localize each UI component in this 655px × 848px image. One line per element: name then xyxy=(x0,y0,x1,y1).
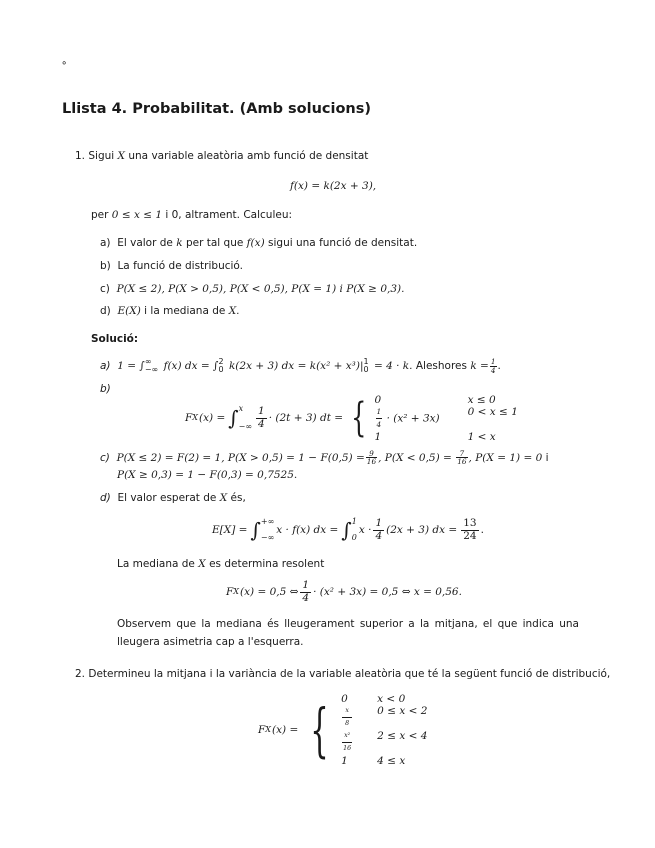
math-x: X. xyxy=(228,305,240,317)
denominator: 16 xyxy=(366,457,377,467)
limit-upper: +∞ xyxy=(260,517,275,526)
fraction-result xyxy=(461,518,478,542)
median-observation: Observem que la mediana és lleugerament superior a la mitjana, el que indica una lleugera asimetria cap a l'esquerra. xyxy=(117,618,579,648)
solution-c-line2: P(X ≥ 0,3) = 1 − F(0,3) = 0,7525. xyxy=(117,469,298,481)
ev-expr: x · f(x) dx = xyxy=(276,524,339,536)
sol-c-text: i xyxy=(545,451,549,464)
limit-upper: 1 xyxy=(363,357,369,366)
limit-lower: −∞ xyxy=(260,533,275,542)
fraction xyxy=(300,580,311,604)
fraction xyxy=(490,358,497,374)
problem-1-intro xyxy=(75,149,368,163)
limit-upper: 1 xyxy=(351,517,357,526)
median-expr: · (x² + 3x) = 0,5 ⇔ x = 0,56. xyxy=(313,586,462,598)
fraction xyxy=(342,730,352,755)
problem-number: 1. xyxy=(75,150,86,162)
solution-c-line1 xyxy=(100,450,549,466)
question-text: per tal que xyxy=(185,237,244,249)
limit-lower: 0 xyxy=(218,365,224,374)
piecewise-cases xyxy=(375,394,518,443)
case-condition: x ≤ 0 xyxy=(467,393,496,406)
case-condition: 0 ≤ x < 2 xyxy=(377,705,428,717)
range-line xyxy=(91,208,292,222)
limit-upper: ∞ xyxy=(144,357,152,366)
denominator: 16 xyxy=(343,745,352,752)
piecewise-cases xyxy=(341,693,427,767)
cdf-sub: X xyxy=(192,413,198,422)
question-b xyxy=(100,259,243,273)
page-title: Llista 4. Probabilitat. (Amb solucions) xyxy=(62,101,371,117)
solution-a: a) 1 = ∫ ∞ −∞ f(x) dx = ∫ 2 0 k(2x + 3) dx = k(x² + x³)| 1 0 = 4 · k. Aleshores k = $\frac{1}{4}$ . xyxy=(100,357,501,375)
case-value xyxy=(375,406,440,431)
sol-a-math: f(x) dx = ∫ xyxy=(163,360,219,372)
case-value: 1 xyxy=(374,430,382,443)
math-k: k xyxy=(176,237,183,249)
fraction xyxy=(342,705,352,730)
solution-label: d) xyxy=(100,492,111,504)
sol-d-text: és, xyxy=(230,492,246,504)
numerator: x² xyxy=(342,730,352,743)
sol-a-math: = 4 · k. xyxy=(373,360,413,372)
range-math: 0 ≤ x ≤ 1 xyxy=(111,209,163,221)
fraction xyxy=(256,406,267,430)
question-label: a) xyxy=(100,237,111,249)
sol-a-math: 1 = ∫ xyxy=(117,360,145,372)
fraction xyxy=(373,518,384,542)
case-value: 0 xyxy=(374,393,382,406)
numerator: 1 xyxy=(258,404,265,417)
case-expr: · (x² + 3x) xyxy=(386,412,440,424)
case-value: 1 xyxy=(341,755,348,767)
eval-limits xyxy=(364,358,369,374)
question-math: P(X ≤ 2), P(X > 0,5), P(X < 0,5), P(X = 1) i P(X ≥ 0,3). xyxy=(116,283,405,295)
integral-limits xyxy=(145,358,158,374)
median-text: es determina resolent xyxy=(209,558,325,570)
denominator: 4 xyxy=(375,529,383,542)
case-condition: 1 < x xyxy=(467,430,496,443)
cdf-lhs2: (x) = xyxy=(272,724,299,736)
left-brace: { xyxy=(310,696,329,764)
sol-d-text: El valor esperat de xyxy=(117,492,217,504)
integral-sign: ∫ xyxy=(250,518,261,542)
denominator: 24 xyxy=(463,529,477,542)
problem-2-cdf xyxy=(258,693,428,767)
math-fx: f(x) xyxy=(246,237,265,249)
density-formula: f(x) = k(2x + 3), xyxy=(290,180,377,192)
median-formula xyxy=(226,578,462,606)
sol-c-math: , P(X < 0,5) = xyxy=(378,451,452,464)
fraction xyxy=(366,450,377,466)
question-label: d) xyxy=(100,305,111,317)
limit-upper: x xyxy=(238,404,244,413)
solution-label: a) xyxy=(100,360,111,372)
integral-limits xyxy=(219,358,224,374)
problem-number: 2. xyxy=(75,668,86,680)
median-sub: X xyxy=(233,587,239,596)
range-text-per: per xyxy=(91,209,109,221)
ev-expr: (2x + 3) dx = xyxy=(386,524,458,536)
case-value: 0 xyxy=(341,693,348,705)
question-text: La funció de distribució. xyxy=(117,260,243,272)
decorative-bullet: ∘ xyxy=(61,58,68,69)
question-label: c) xyxy=(100,283,110,295)
integral-limits xyxy=(261,514,274,546)
limit-lower: 0 xyxy=(351,533,357,542)
case-condition: x < 0 xyxy=(377,693,406,705)
median-expr: (x) = 0,5 ⇔ xyxy=(240,586,299,598)
sol-c-math: P(X ≤ 2) = F(2) = 1, P(X > 0,5) = 1 − F(0,5) = xyxy=(116,451,365,464)
fraction xyxy=(456,450,467,466)
integral-limits xyxy=(352,514,357,546)
denominator: 4 xyxy=(258,417,265,430)
numerator: 1 xyxy=(490,357,496,367)
denominator: 8 xyxy=(345,720,350,727)
cdf-lhs: F xyxy=(185,412,193,424)
math-ex: E(X) xyxy=(117,305,141,317)
denominator: 16 xyxy=(457,457,467,467)
problem-2-intro xyxy=(75,667,610,681)
question-label: b) xyxy=(100,260,111,272)
denominator: 4 xyxy=(302,591,310,604)
solution-b-formula xyxy=(185,393,518,443)
sol-c-math: , P(X = 1) = 0 xyxy=(468,451,543,464)
question-d xyxy=(100,304,240,318)
limit-lower: −∞ xyxy=(238,422,253,431)
numerator: 1 xyxy=(375,516,383,529)
median-intro xyxy=(117,557,324,571)
numerator: 7 xyxy=(456,450,467,458)
case-condition: 0 < x ≤ 1 xyxy=(467,405,518,418)
numerator: 9 xyxy=(366,450,377,458)
limit-lower: 0 xyxy=(363,365,369,374)
ev-expr: x · xyxy=(358,524,372,536)
denominator: 4 xyxy=(490,365,496,375)
math-x: X xyxy=(198,558,206,570)
numerator: 1 xyxy=(376,406,383,419)
solution-b-label: b) xyxy=(100,383,111,395)
median-lhs: F xyxy=(226,586,234,598)
limit-upper: 2 xyxy=(218,357,224,366)
question-text: El valor de xyxy=(117,237,173,249)
math-x: X xyxy=(219,492,228,504)
integral-limits xyxy=(239,400,252,436)
expected-value-formula xyxy=(212,512,484,548)
sol-a-k: k = xyxy=(470,360,489,372)
numerator: x xyxy=(342,705,352,718)
question-a xyxy=(100,236,417,250)
integral-sign: ∫ xyxy=(341,518,352,542)
median-text: La mediana de xyxy=(117,558,195,570)
case-condition: 4 ≤ x xyxy=(377,755,406,767)
ev-lhs: E[X] = xyxy=(212,524,248,536)
fraction xyxy=(376,406,383,431)
solution-heading: Solució: xyxy=(91,333,139,345)
sol-a-text: Aleshores xyxy=(415,360,467,372)
denominator: 4 xyxy=(376,419,382,429)
sol-a-math: k(2x + 3) dx = k(x² + x³)| xyxy=(228,360,364,372)
cdf-sub: X xyxy=(265,725,271,734)
numerator: 1 xyxy=(302,578,310,591)
question-text: i la mediana de xyxy=(144,305,226,317)
range-text-after: i 0, altrament. Calculeu: xyxy=(165,209,293,221)
intro-text-b: una variable aleatòria amb funció de densitat xyxy=(128,150,369,162)
problem-text: Determineu la mitjana i la variància de la variable aleatòria que té la següent funció de distribució, xyxy=(88,668,611,680)
cdf-lhs2: (x) = xyxy=(199,412,226,424)
integrand: · (2t + 3) dt = xyxy=(268,412,344,424)
cdf-lhs: F xyxy=(258,724,266,736)
question-c xyxy=(100,282,404,296)
solution-label: c) xyxy=(100,451,110,464)
intro-text-a: Sigui xyxy=(88,150,115,162)
question-text: sigui una funció de densitat. xyxy=(268,237,418,249)
limit-lower: −∞ xyxy=(144,365,159,374)
period: . xyxy=(480,524,484,536)
solution-d-intro xyxy=(100,491,246,505)
math-var: X xyxy=(117,150,126,162)
left-brace: { xyxy=(351,395,367,441)
case-condition: 2 ≤ x < 4 xyxy=(377,730,428,742)
integral-sign: ∫ xyxy=(228,406,239,430)
numerator: 13 xyxy=(463,516,477,529)
